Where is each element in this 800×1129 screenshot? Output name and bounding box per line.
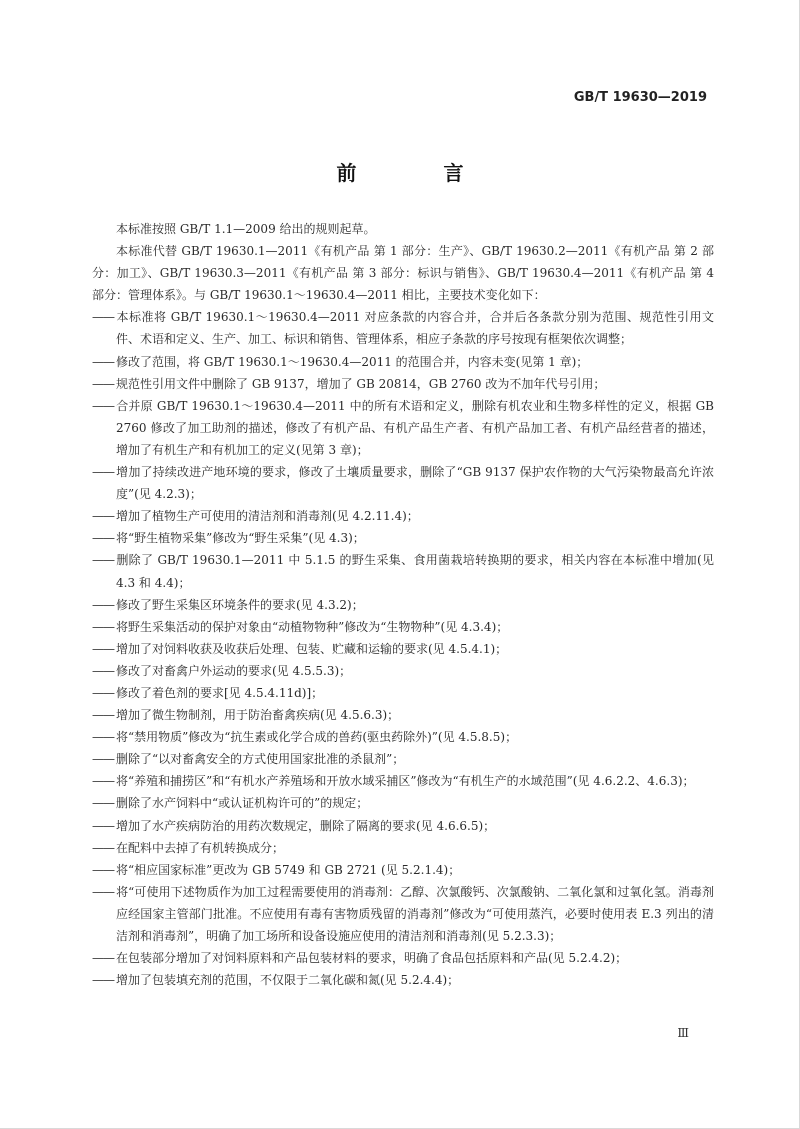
dash-marker: —— <box>92 663 114 678</box>
dash-marker: —— <box>92 398 114 413</box>
dash-marker: —— <box>92 708 114 723</box>
change-item <box>92 527 714 549</box>
change-item <box>92 505 714 527</box>
change-item <box>92 969 714 991</box>
paragraph: 本标准按照 GB/T 1.1—2009 给出的规则起草。 <box>116 222 376 236</box>
change-item <box>92 770 714 792</box>
change-text: 合并原 GB/T 19630.1～19630.4—2011 中的所有术语和定义，删除有机农业和生物多样性的定义，根据 GB 2760 修改了加工助剂的描述，修改了有机产品、有机产品生产者、有机产品加工者、有机产品经营者的描述，增加了有机生产和有机加工的定义(见第 3 章)； <box>116 398 714 457</box>
change-text: 将“养殖和捕捞区”和“有机水产养殖场和开放水域采捕区”修改为“有机生产的水域范围”(见 4.6.2.2、4.6.3)； <box>116 774 695 789</box>
change-item <box>92 792 714 814</box>
dash-marker: —— <box>92 884 114 899</box>
change-item <box>92 616 714 638</box>
dash-marker: —— <box>92 973 114 988</box>
change-text: 增加了水产疾病防治的用药次数规定，删除了隔离的要求(见 4.6.6.5)； <box>116 818 496 833</box>
change-text: 增加了包装填充剂的范围，不仅限于二氧化碳和氮(见 5.2.4.4)； <box>116 973 460 988</box>
changes-list <box>92 306 714 991</box>
change-item <box>92 682 714 704</box>
dash-marker: —— <box>92 641 114 656</box>
change-item <box>92 859 714 881</box>
dash-marker: —— <box>92 730 114 745</box>
change-text: 删除了 GB/T 19630.1—2011 中 5.1.5 的野生采集、食用菌栽培转换期的要求，相关内容在本标准中增加(见 4.3 和 4.4)； <box>116 553 714 590</box>
change-text: 删除了“以对畜禽安全的方式使用国家批准的杀鼠剂”； <box>116 752 405 767</box>
change-text: 修改了着色剂的要求[见 4.5.4.11d)]； <box>116 685 324 700</box>
page-number: Ⅲ <box>677 1026 689 1040</box>
change-text: 增加了微生物制剂，用于防治畜禽疾病(见 4.5.6.3)； <box>116 708 400 723</box>
change-item <box>92 947 714 969</box>
document-body <box>92 218 714 991</box>
change-text: 在包装部分增加了对饲料原料和产品包装材料的要求，明确了食品包括原料和产品(见 5.2.4.2)； <box>116 951 628 966</box>
dash-marker: —— <box>92 862 114 877</box>
change-item <box>92 815 714 837</box>
dash-marker: —— <box>92 951 114 966</box>
change-text: 将“野生植物采集”修改为“野生采集”(见 4.3)； <box>116 531 365 546</box>
dash-marker: —— <box>92 376 114 391</box>
dash-marker: —— <box>92 531 114 546</box>
dash-marker: —— <box>92 354 114 369</box>
change-text: 删除了水产饲料中“或认证机构许可的”的规定； <box>116 796 369 811</box>
change-item <box>92 726 714 748</box>
change-text: 修改了范围，将 GB/T 19630.1～19630.4—2011 的范围合并，内容未变(见第 1 章)； <box>116 354 589 369</box>
change-item <box>92 638 714 660</box>
change-item <box>92 660 714 682</box>
dash-marker: —— <box>92 840 114 855</box>
change-item <box>92 395 714 461</box>
change-item <box>92 837 714 859</box>
change-item <box>92 306 714 350</box>
change-item <box>92 351 714 373</box>
standard-code: GB/T 19630—2019 <box>573 90 707 105</box>
dash-marker: —— <box>92 796 114 811</box>
page-title: 前 言 <box>336 161 504 185</box>
dash-marker: —— <box>92 774 114 789</box>
change-text: 本标准将 GB/T 19630.1～19630.4—2011 对应条款的内容合并，合并后各条款分别为范围、规范性引用文件、术语和定义、生产、加工、标识和销售、管理体系，相应子条款的序号按现有框架依次调整； <box>116 310 714 347</box>
dash-marker: —— <box>92 619 114 634</box>
dash-marker: —— <box>92 752 114 767</box>
change-item <box>92 748 714 770</box>
change-item <box>92 704 714 726</box>
change-text: 增加了持续改进产地环境的要求，修改了土壤质量要求，删除了“GB 9137 保护农作物的大气污染物最高允许浓度”(见 4.2.3)； <box>116 465 714 502</box>
change-item <box>92 461 714 505</box>
dash-marker: —— <box>92 509 114 524</box>
dash-marker: —— <box>92 685 114 700</box>
dash-marker: —— <box>92 818 114 833</box>
change-text: 将“可使用下述物质作为加工过程需要使用的消毒剂：乙醇、次氯酸钙、次氯酸钠、二氧化氯和过氧化氢。消毒剂应经国家主管部门批准。不应使用有毒有害物质残留的消毒剂”修改为“可使用蒸汽，必要时使用表 E.3 列出的清洁剂和消毒剂”，明确了加工场所和设备设施应使用的清洁剂和消毒剂(见 5.2.3.3)； <box>116 884 714 943</box>
change-text: 修改了对畜禽户外运动的要求(见 4.5.5.3)； <box>116 663 352 678</box>
paragraph: 本标准代替 GB/T 19630.1—2011《有机产品 第 1 部分：生产》、GB/T 19630.2—2011《有机产品 第 2 部分：加工》、GB/T 19630.3—2011《有机产品 第 3 部分：标识与销售》、GB/T 19630.4—2011《有机产品 第 4 部分：管理体系》。与 GB/T 19630.1～19630.4—2011 相比，主要技术变化如下： <box>92 244 714 303</box>
change-text: 在配料中去掉了有机转换成分； <box>116 840 285 855</box>
change-item <box>92 373 714 395</box>
change-text: 将野生采集活动的保护对象由“动植物物种”修改为“生物物种”(见 4.3.4)； <box>116 619 509 634</box>
change-item <box>92 549 714 593</box>
change-text: 增加了植物生产可使用的清洁剂和消毒剂(见 4.2.11.4)； <box>116 509 419 524</box>
dash-marker: —— <box>92 597 114 612</box>
change-text: 将“相应国家标准”更改为 GB 5749 和 GB 2721 (见 5.2.1.4)； <box>116 862 461 877</box>
change-text: 将“禁用物质”修改为“抗生素或化学合成的兽药(驱虫药除外)”(见 4.5.8.5)； <box>116 730 518 745</box>
dash-marker: —— <box>92 310 114 325</box>
change-text: 规范性引用文件中删除了 GB 9137，增加了 GB 20814，GB 2760 改为不加年代号引用； <box>116 376 606 391</box>
change-item <box>92 881 714 947</box>
dash-marker: —— <box>92 553 114 568</box>
change-item <box>92 594 714 616</box>
change-text: 增加了对饲料收获及收获后处理、包装、贮藏和运输的要求(见 4.5.4.1)； <box>116 641 508 656</box>
change-text: 修改了野生采集区环境条件的要求(见 4.3.2)； <box>116 597 364 612</box>
dash-marker: —— <box>92 465 114 480</box>
